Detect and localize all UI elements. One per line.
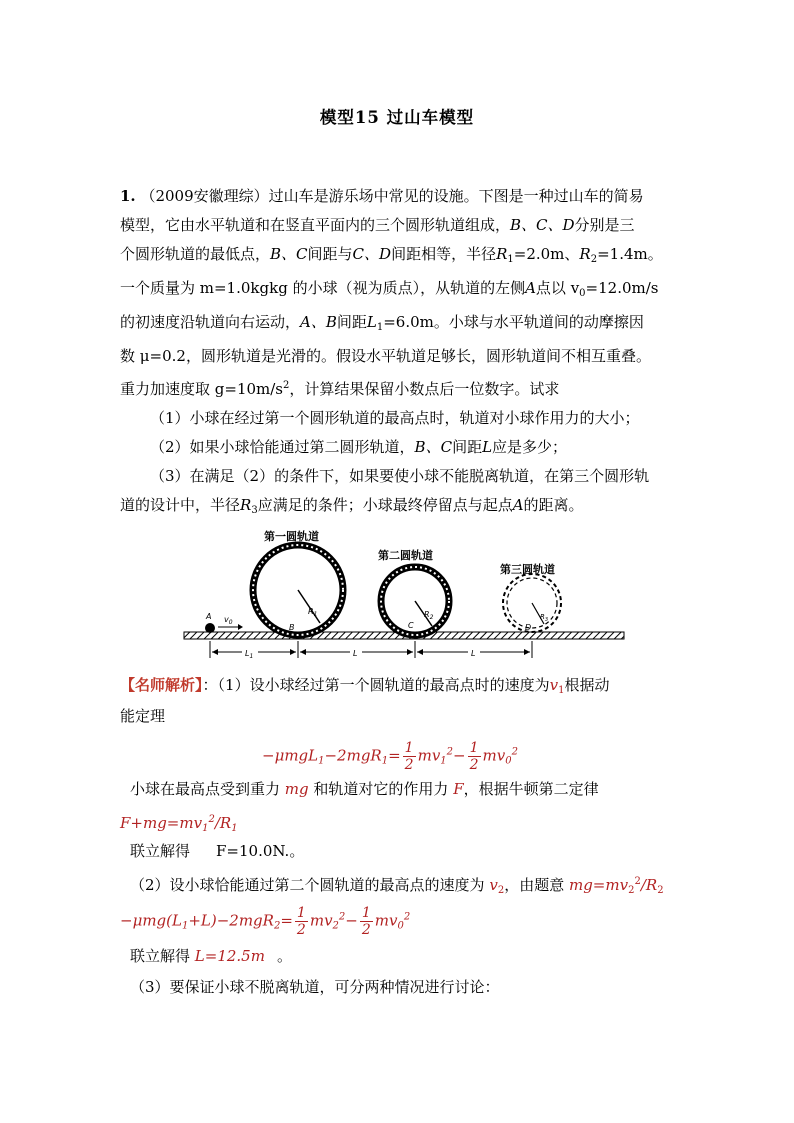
fraction-half	[360, 905, 373, 938]
page-title: 模型15 过山车模型	[319, 108, 475, 127]
text-span: 。	[276, 947, 292, 965]
text-span: （2）如果小球恰能通过第二圆形轨道，	[150, 438, 415, 456]
text-span: （2）设小球恰能通过第二个圆轨道的最高点的速度为	[130, 876, 485, 894]
text-span: =	[280, 911, 293, 930]
text-span: R	[579, 245, 591, 263]
subquestion-2	[120, 433, 680, 462]
subscript: 3	[251, 505, 258, 516]
superscript: 2	[511, 746, 518, 758]
question-line-3	[120, 240, 680, 274]
question-number: 1.	[120, 187, 136, 205]
text-span: ，由题意	[504, 876, 565, 894]
subscript: 0	[579, 288, 586, 299]
text-span: 分别是三	[574, 216, 635, 234]
loop-1-label: 第一圆轨道	[264, 530, 319, 543]
text-span: 间距	[336, 313, 367, 331]
superscript: 2	[446, 746, 454, 758]
text-span: 重力加速度取 g=10m/s	[120, 380, 284, 398]
text-span: C、D	[352, 245, 392, 263]
text-span: B、C、D	[510, 216, 575, 234]
question-line-5	[120, 308, 680, 342]
text-span: （1）设小球经过第一个圆轨道的最高点时的速度为	[217, 676, 550, 694]
dim-l-cd-label: L	[471, 649, 476, 658]
subscript: 2	[332, 920, 339, 932]
text-span: ：	[202, 676, 218, 694]
equation-3	[120, 905, 410, 939]
subscript: 1	[231, 823, 238, 834]
r2-label: $R_2$	[424, 610, 434, 621]
question-line-4	[120, 274, 680, 308]
question-text-span: 过山车是游乐场中常见的设施。下图是一种过山车的简易	[268, 187, 644, 205]
loop-2-label: 第二圆轨道	[378, 549, 433, 562]
text-span: −	[345, 911, 358, 930]
subscript: 1	[181, 920, 189, 932]
r1-label: $R_1$	[308, 607, 318, 618]
subscript: 1	[558, 685, 565, 696]
text-span: mv	[309, 911, 333, 930]
text-span: B、C	[270, 245, 308, 263]
text-span: F=10.0N.。	[216, 842, 305, 860]
text-span: −μmgL	[262, 746, 319, 765]
v0-label: $v_0$	[224, 615, 233, 626]
numerator: 1	[361, 905, 371, 921]
text-span: −2mgR	[324, 746, 382, 765]
denominator: 2	[361, 922, 371, 938]
denominator: 2	[296, 922, 306, 938]
dim-l-cd-right	[524, 649, 530, 655]
text-span: −	[453, 746, 466, 765]
text-span: L	[366, 313, 377, 331]
denominator: 2	[404, 757, 414, 773]
analysis-line-2: 能定理	[120, 707, 166, 725]
analysis-line-3	[130, 777, 599, 801]
subscript: 1	[381, 755, 389, 767]
text-span: =1.4m。	[597, 245, 663, 263]
subscript: 1	[376, 322, 384, 333]
text-span: F	[453, 780, 464, 798]
text-span: v	[549, 676, 559, 694]
text-span: mg=mv	[568, 876, 629, 894]
numerator: 1	[296, 905, 306, 921]
text-span: 应满足的条件；小球最终停留点与起点	[257, 496, 513, 514]
text-span: ，计算结果保留小数点后一位数字。试求	[289, 380, 560, 398]
analysis-line-5	[130, 870, 664, 903]
text-span: 的初速度沿轨道向右运动，	[120, 313, 301, 331]
fraction-half	[403, 740, 416, 773]
text-span: /R	[640, 876, 658, 894]
question-source: （2009安徽理综）	[140, 187, 269, 205]
analysis-line-6	[130, 944, 292, 968]
subscript: 2	[628, 885, 635, 896]
dim-l1-left	[212, 649, 218, 655]
subquestion-3-cont	[120, 491, 680, 525]
text-span: mv	[417, 746, 441, 765]
question-line-7	[120, 371, 680, 404]
subscript: 2	[497, 885, 505, 896]
dim-l-bc-left	[300, 649, 306, 655]
text-span: 联立解得	[130, 842, 191, 860]
superscript: 2	[283, 380, 290, 391]
dim-l1-label: $L_1$	[245, 649, 254, 660]
text-span: F+mg=mv	[120, 814, 203, 832]
subscript: 2	[273, 920, 281, 932]
text-span: 道的设计中，半径	[120, 496, 241, 514]
analysis-line-4	[130, 839, 304, 863]
question-line-2	[120, 211, 680, 240]
text-span: A	[525, 279, 536, 297]
text-span: =2.0m、	[513, 245, 580, 263]
question-text	[120, 182, 680, 525]
equation-2	[120, 808, 238, 841]
dim-l1-right	[290, 649, 296, 655]
text-span: 模型，它由水平轨道和在竖直平面内的三个圆形轨道组成，	[120, 216, 511, 234]
subscript: 0	[397, 920, 404, 932]
r3-label: $R_3$	[540, 613, 549, 623]
question-line-6: 数 μ=0.2，圆形轨道是光滑的。假设水平轨道足够长，圆形轨道间不相互重叠。	[120, 347, 651, 365]
subscript: 1	[202, 823, 209, 834]
text-span: mg	[284, 780, 309, 798]
subscript: 2	[590, 254, 598, 265]
analysis-tag: 【名师解析】	[120, 676, 203, 694]
subscript: 1	[318, 755, 325, 767]
point-d-label: D	[525, 623, 532, 632]
text-span: −μmg(L	[120, 911, 182, 930]
text-span: =	[388, 746, 401, 765]
subscript: 1	[507, 254, 514, 265]
subscript: 1	[440, 755, 447, 767]
text-span: 应是多少；	[492, 438, 568, 456]
loop-3-label: 第三圆轨道	[500, 563, 555, 576]
text-span: v	[489, 876, 498, 894]
dim-l-bc-right	[407, 649, 413, 655]
text-span: 和轨道对它的作用力	[313, 780, 449, 798]
analysis-line-7: （3）要保证小球不脱离轨道，可分两种情况进行讨论：	[130, 978, 500, 996]
text-span: L=12.5m	[194, 947, 265, 965]
text-span: 联立解得	[130, 947, 191, 965]
text-span: R	[496, 245, 508, 263]
roller-coaster-figure	[180, 528, 630, 663]
question-line-1	[120, 182, 680, 211]
text-span: 小球在最高点受到重力	[130, 780, 281, 798]
v0-arrowhead	[238, 624, 243, 630]
text-span: R	[240, 496, 252, 514]
text-span: =6.0m。小球与水平轨道间的动摩擦因	[383, 313, 644, 331]
text-span: /R	[214, 814, 232, 832]
text-span: 间距相等，半径	[391, 245, 497, 263]
text-span: mv	[482, 746, 506, 765]
subscript: 2	[657, 885, 664, 896]
dim-l-cd-left	[417, 649, 423, 655]
text-span: =12.0m/s	[585, 279, 659, 297]
superscript: 2	[403, 911, 411, 923]
text-span: 一个质量为 m=1.0kgkg 的小球（视为质点），从轨道的左侧	[120, 279, 526, 297]
text-span: +L)−2mgR	[188, 911, 274, 930]
superscript: 2	[338, 911, 346, 923]
text-span: 个圆形轨道的最低点，	[120, 245, 271, 263]
text-span: A、B	[300, 313, 337, 331]
equation-1	[262, 740, 518, 774]
fraction-half	[468, 740, 481, 773]
dim-l-bc-label: L	[353, 649, 358, 658]
point-a-label: A	[206, 612, 212, 621]
text-span: 间距与	[307, 245, 353, 263]
text-span: B、C	[414, 438, 453, 456]
text-span: ，根据牛顿第二定律	[463, 780, 599, 798]
point-b-label: B	[289, 623, 295, 632]
ball	[205, 623, 215, 633]
denominator: 2	[469, 757, 479, 773]
fraction-half	[295, 905, 308, 938]
point-c-label: C	[408, 621, 414, 630]
text-span: A	[512, 496, 524, 514]
numerator: 1	[404, 740, 414, 756]
subquestion-1: （1）小球在经过第一个圆形轨道的最高点时，轨道对小球作用力的大小；	[150, 409, 640, 427]
analysis-line-1	[120, 673, 609, 703]
numerator: 1	[469, 740, 479, 756]
superscript: 2	[634, 876, 641, 887]
superscript: 2	[208, 814, 215, 825]
text-span: 根据动	[564, 676, 610, 694]
text-span: 点以 v	[535, 279, 580, 297]
text-span: 间距	[452, 438, 483, 456]
text-span: L	[482, 438, 493, 456]
text-span: mv	[374, 911, 398, 930]
text-span: 的距离。	[523, 496, 584, 514]
subquestion-3: （3）在满足（2）的条件下，如果要使小球不能脱离轨道，在第三个圆形轨	[150, 467, 650, 485]
subscript: 0	[505, 755, 512, 767]
